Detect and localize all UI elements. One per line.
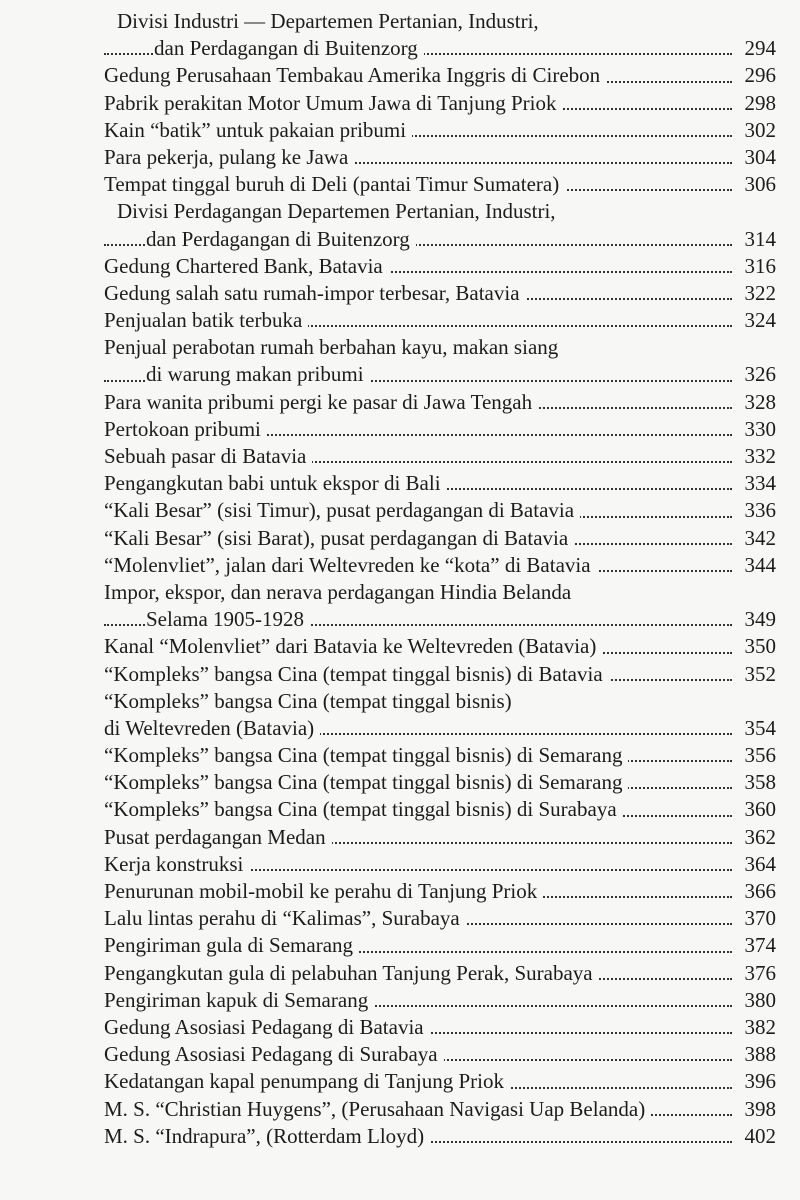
page-number: 324	[738, 307, 776, 334]
entry-title: “Kompleks” bangsa Cina (tempat tinggal bisnis) di Batavia	[104, 662, 609, 686]
entry-title: Kain “batik” untuk pakaian pribumi	[104, 118, 412, 142]
entry-title: Impor, ekspor, dan nerava perdagangan Hindia Belanda	[104, 580, 577, 604]
entry-title: dan Perdagangan di Buitenzorg	[146, 227, 416, 251]
toc-line	[104, 661, 776, 688]
page-number: 352	[738, 661, 776, 688]
page-number: 322	[738, 280, 776, 307]
toc-line	[104, 905, 776, 932]
page-number: 330	[738, 416, 776, 443]
toc-line	[104, 579, 776, 606]
toc-line	[104, 525, 776, 552]
entry-title: dan Perdagangan di Buitenzorg	[154, 36, 424, 60]
page-number: 388	[738, 1041, 776, 1068]
page-number: 366	[738, 878, 776, 905]
entry-title: Gedung Perusahaan Tembakau Amerika Inggris di Cirebon	[104, 63, 606, 87]
entry-title: “Molenvliet”, jalan dari Weltevreden ke “kota” di Batavia	[104, 553, 597, 577]
toc-line	[104, 1068, 776, 1095]
entry-title: Penjual perabotan rumah berbahan kayu, makan siang	[104, 335, 564, 359]
entry-title: Pengangkutan babi untuk ekspor di Bali	[104, 471, 447, 495]
page-number: 334	[738, 470, 776, 497]
page-number: 362	[738, 824, 776, 851]
entry-title: Tempat tinggal buruh di Deli (pantai Timur Sumatera)	[104, 172, 565, 196]
toc-line	[104, 932, 776, 959]
toc-line	[104, 443, 776, 470]
toc-line	[104, 334, 776, 361]
toc-line	[104, 769, 776, 796]
entry-title: “Kompleks” bangsa Cina (tempat tinggal bisnis) di Semarang	[104, 770, 628, 794]
toc-line	[104, 117, 776, 144]
page-number: 306	[738, 171, 776, 198]
page-number: 336	[738, 497, 776, 524]
toc-line	[104, 1096, 776, 1123]
entry-title: Lalu lintas perahu di “Kalimas”, Surabaya	[104, 906, 466, 930]
entry-title: Divisi Industri — Departemen Pertanian, Industri,	[117, 9, 545, 33]
toc-line	[104, 389, 776, 416]
toc-line	[104, 824, 776, 851]
page-number: 302	[738, 117, 776, 144]
toc-line	[104, 470, 776, 497]
toc-line	[104, 987, 776, 1014]
toc-line	[104, 280, 776, 307]
toc-line	[104, 1041, 776, 1068]
entry-title: Pusat perdagangan Medan	[104, 825, 332, 849]
entry-title: di Weltevreden (Batavia)	[104, 716, 320, 740]
toc-line	[104, 144, 776, 171]
page-number: 296	[738, 62, 776, 89]
page-number: 364	[738, 851, 776, 878]
toc-line	[104, 307, 776, 334]
toc-line	[104, 878, 776, 905]
entry-title: di warung makan pribumi	[146, 362, 370, 386]
toc-line	[104, 796, 776, 823]
entry-title: Pengiriman gula di Semarang	[104, 933, 359, 957]
toc-line	[104, 35, 776, 62]
entry-title: M. S. “Christian Huygens”, (Perusahaan Navigasi Uap Belanda)	[104, 1097, 651, 1121]
toc-line	[104, 633, 776, 660]
toc-line	[104, 688, 776, 715]
page-number: 294	[738, 35, 776, 62]
page-number: 342	[738, 525, 776, 552]
entry-title: Penurunan mobil-mobil ke perahu di Tanjung Priok	[104, 879, 543, 903]
toc-line	[104, 253, 776, 280]
page-number: 396	[738, 1068, 776, 1095]
entry-title: Selama 1905-1928	[146, 607, 310, 631]
page-number: 304	[738, 144, 776, 171]
page-number: 332	[738, 443, 776, 470]
entry-title: Pengiriman kapuk di Semarang	[104, 988, 374, 1012]
page-number: 350	[738, 633, 776, 660]
entry-title: “Kompleks” bangsa Cina (tempat tinggal bisnis) di Surabaya	[104, 797, 623, 821]
page-number: 349	[738, 606, 776, 633]
toc-line	[104, 226, 776, 253]
entry-title: Penjualan batik terbuka	[104, 308, 308, 332]
toc-line	[104, 606, 776, 633]
list-of-illustrations	[104, 8, 776, 1150]
toc-line	[104, 851, 776, 878]
toc-line	[104, 960, 776, 987]
entry-title: Kedatangan kapal penumpang di Tanjung Priok	[104, 1069, 510, 1093]
entry-title: Pabrik perakitan Motor Umum Jawa di Tanjung Priok	[104, 91, 563, 115]
toc-line	[104, 361, 776, 388]
page-number: 370	[738, 905, 776, 932]
entry-title: “Kali Besar” (sisi Timur), pusat perdagangan di Batavia	[104, 498, 580, 522]
page-number: 298	[738, 90, 776, 117]
entry-title: Kerja konstruksi	[104, 852, 249, 876]
page-number: 344	[738, 552, 776, 579]
page-number: 356	[738, 742, 776, 769]
page-number: 314	[738, 226, 776, 253]
toc-line	[104, 1123, 776, 1150]
entry-title: “Kompleks” bangsa Cina (tempat tinggal bisnis) di Semarang	[104, 743, 628, 767]
toc-line	[104, 62, 776, 89]
entry-title: “Kompleks” bangsa Cina (tempat tinggal bisnis)	[104, 689, 518, 713]
page-number: 354	[738, 715, 776, 742]
entry-title: Pertokoan pribumi	[104, 417, 267, 441]
toc-line	[104, 742, 776, 769]
entry-title: Gedung Chartered Bank, Batavia	[104, 254, 389, 278]
toc-line	[104, 90, 776, 117]
toc-line	[104, 1014, 776, 1041]
page-number: 360	[738, 796, 776, 823]
entry-title: Para pekerja, pulang ke Jawa	[104, 145, 354, 169]
entry-title: Gedung Asosiasi Pedagang di Batavia	[104, 1015, 430, 1039]
toc-line	[104, 715, 776, 742]
entry-title: Gedung salah satu rumah-impor terbesar, Batavia	[104, 281, 526, 305]
page-number: 398	[738, 1096, 776, 1123]
entry-title: Para wanita pribumi pergi ke pasar di Jawa Tengah	[104, 390, 538, 414]
toc-line	[104, 171, 776, 198]
entry-title: Pengangkutan gula di pelabuhan Tanjung Perak, Surabaya	[104, 961, 599, 985]
page-number: 376	[738, 960, 776, 987]
entry-title: Divisi Perdagangan Departemen Pertanian, Industri,	[117, 199, 562, 223]
page-number: 358	[738, 769, 776, 796]
entry-title: Gedung Asosiasi Pedagang di Surabaya	[104, 1042, 444, 1066]
page-number: 380	[738, 987, 776, 1014]
page-number: 328	[738, 389, 776, 416]
entry-title: Sebuah pasar di Batavia	[104, 444, 312, 468]
toc-line	[104, 497, 776, 524]
toc-line	[104, 198, 776, 225]
toc-line	[104, 416, 776, 443]
page-number: 402	[738, 1123, 776, 1150]
page-number: 382	[738, 1014, 776, 1041]
toc-line	[104, 552, 776, 579]
entry-title: “Kali Besar” (sisi Barat), pusat perdagangan di Batavia	[104, 526, 574, 550]
page-number: 316	[738, 253, 776, 280]
entry-title: Kanal “Molenvliet” dari Batavia ke Weltevreden (Batavia)	[104, 634, 602, 658]
entry-title: M. S. “Indrapura”, (Rotterdam Lloyd)	[104, 1124, 430, 1148]
toc-line	[104, 8, 776, 35]
page-number: 374	[738, 932, 776, 959]
page-number: 326	[738, 361, 776, 388]
